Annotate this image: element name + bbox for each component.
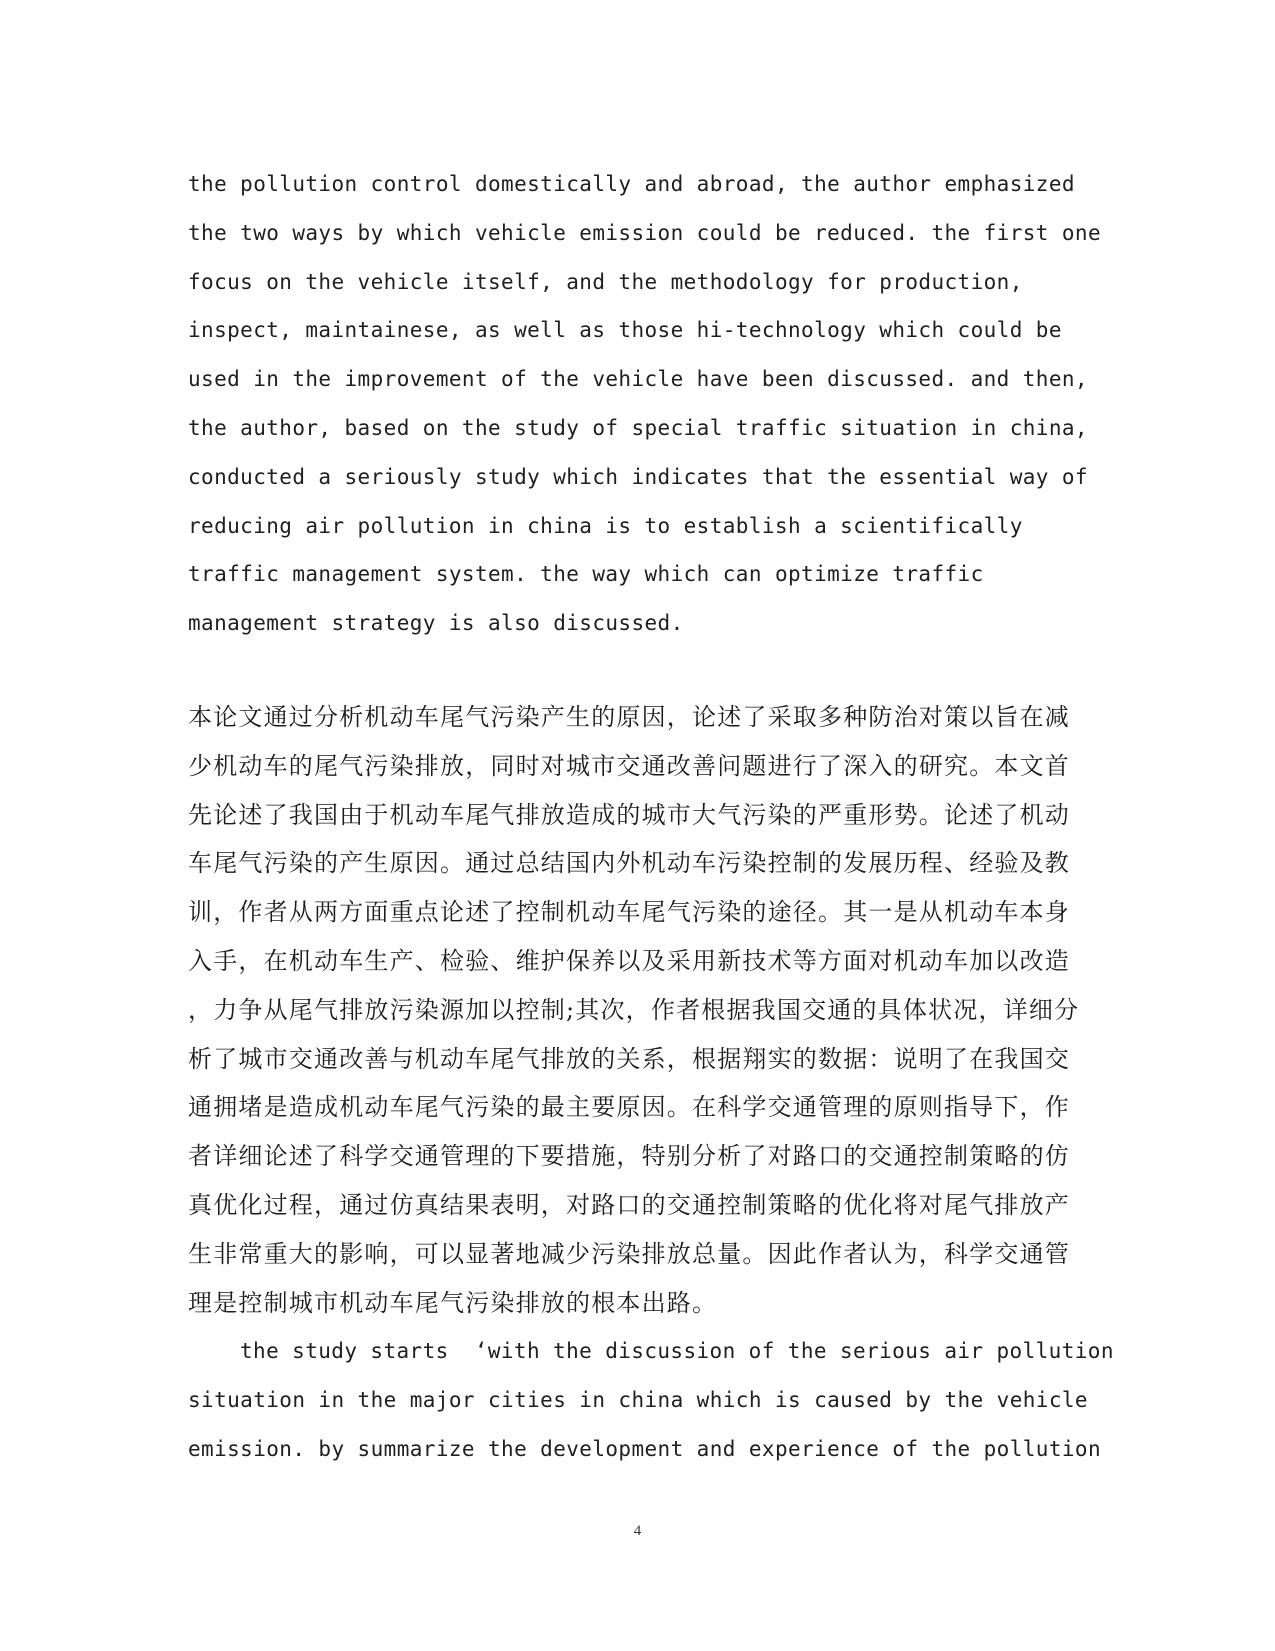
text-line: 生非常重大的影响，可以显著地减少污染排放总量。因此作者认为，科学交通管 [188, 1239, 1070, 1268]
text-line: 析了城市交通改善与机动车尾气排放的关系，根据翔实的数据：说明了在我国交 [188, 1044, 1070, 1073]
text-line: 真优化过程，通过仿真结果表明，对路口的交通控制策略的优化将对尾气排放产 [188, 1190, 1070, 1219]
text-line: reducing air pollution in china is to establish a scientifically [188, 513, 1023, 538]
page-number: 4 [633, 1523, 642, 1539]
text-line: ，力争从尾气排放污染源加以控制;其次，作者根据我国交通的具体状况，详细分 [188, 995, 1080, 1024]
text-line: emission. by summarize the development and experience of the pollution [188, 1436, 1102, 1461]
text-line: the pollution control domestically and abroad, the author emphasized [188, 172, 1075, 196]
text-line: 通拥堵是造成机动车尾气污染的最主要原因。在科学交通管理的原则指导下，作 [188, 1093, 1070, 1122]
text-line: traffic management system. the way which can optimize traffic [188, 562, 984, 587]
text-line: 训，作者从两方面重点论述了控制机动车尾气污染的途径。其一是从机动车本身 [188, 898, 1070, 927]
chinese-abstract-paragraph [188, 693, 1088, 1327]
text-line: 者详细论述了科学交通管理的下要措施，特别分析了对路口的交通控制策略的仿 [188, 1142, 1070, 1171]
text-line: used in the improvement of the vehicle have been discussed. and then, [188, 367, 1088, 392]
english-paragraph-bottom [188, 1327, 1114, 1473]
text-line: the author, based on the study of special traffic situation in china, [188, 415, 1088, 440]
text-line: inspect, maintainese, as well as those hi-technology which could be [188, 318, 1062, 343]
text-line: the study starts ‘with the discussion of the serious air pollution [240, 1339, 1114, 1363]
text-line: 本论文通过分析机动车尾气污染产生的原因，论述了采取多种防治对策以旨在减 [188, 703, 1070, 731]
text-line: management strategy is also discussed. [188, 611, 684, 636]
text-line: 少机动车的尾气污染排放，同时对城市交通改善问题进行了深入的研究。本文首 [188, 751, 1070, 780]
text-line: 车尾气污染的产生原因。通过总结国内外机动车污染控制的发展历程、经验及教 [188, 849, 1070, 878]
text-line: situation in the major cities in china which is caused by the vehicle [188, 1387, 1088, 1412]
english-paragraph-top [188, 160, 1102, 648]
text-line: 入手，在机动车生产、检验、维护保养以及采用新技术等方面对机动车加以改造 [188, 946, 1070, 975]
text-line: focus on the vehicle itself, and the methodology for production, [188, 269, 1023, 294]
text-line: 先论述了我国由于机动车尾气排放造成的城市大气污染的严重形势。论述了机动 [188, 800, 1070, 829]
text-line: the two ways by which vehicle emission could be reduced. the first one [188, 220, 1102, 245]
text-line: conducted a seriously study which indicates that the essential way of [188, 464, 1088, 489]
text-line: 理是控制城市机动车尾气污染排放的根本出路。 [188, 1288, 718, 1317]
